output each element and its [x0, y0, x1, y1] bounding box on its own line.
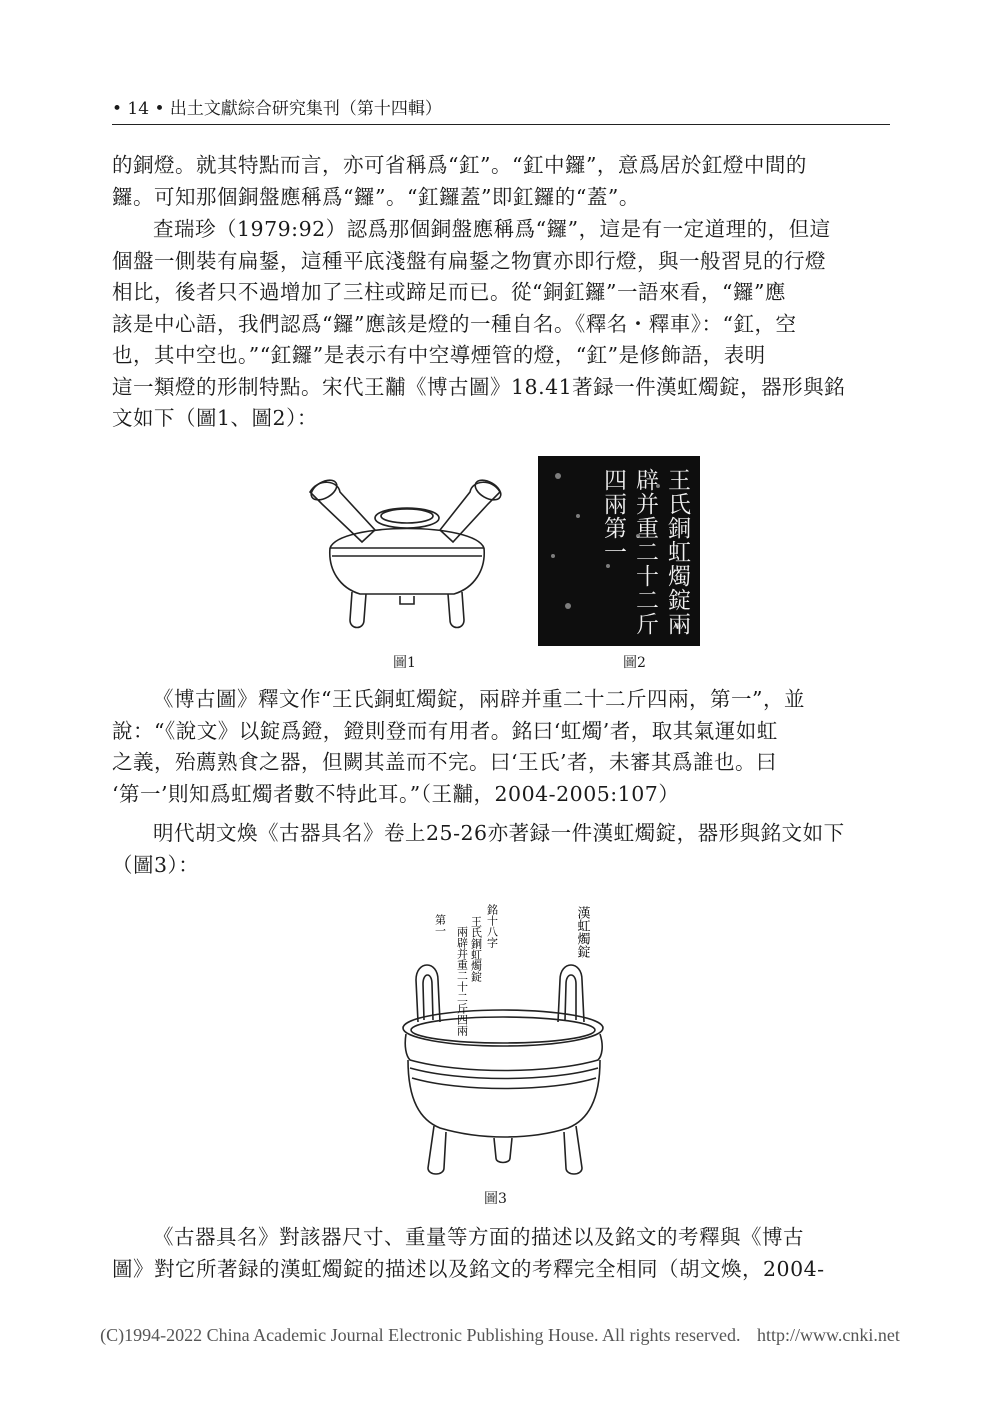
text-line: 說：“《說文》以錠爲鐙，鐙則登而有用者。銘曰‘虹燭’者，取其氣運如虹 — [112, 718, 778, 743]
paragraph-4 — [112, 818, 890, 881]
text-line: 鑼。可知那個銅盤應稱爲“鑼”。“釭鑼蓋”即釭鑼的“蓋”。 — [112, 184, 640, 209]
text-line: 也，其中空也。”“釭鑼”是表示有中空導煙管的燈，“釭”是修飾語，表明 — [112, 343, 766, 367]
paragraph-3 — [112, 684, 890, 810]
cnki-link[interactable]: http://www.cnki.net — [757, 1325, 900, 1345]
text-line: （圖3）： — [112, 852, 200, 877]
fig3-note: 銘十八字 — [485, 904, 499, 948]
fig3-note: 第一 — [433, 914, 447, 936]
text-line: 圖》對它所著録的漢虹燭錠的描述以及銘文的考釋完全相同（胡文煥，2004- — [112, 1256, 825, 1281]
text-line: 查瑞珍（1979:92）認爲那個銅盤應稱爲“鑼”，這是有一定道理的，但這 — [153, 217, 831, 241]
text-line: 《古器具名》對該器尺寸、重量等方面的描述以及銘文的考釋與《博古 — [153, 1225, 804, 1249]
fig3-note: 兩辟并重二十二斤四兩 — [455, 926, 469, 1036]
text-line: 的銅燈。就其特點而言，亦可省稱爲“釭”。“釭中鑼”，意爲居於釭燈中間的 — [112, 153, 807, 177]
figure-2-caption: 圖2 — [623, 655, 646, 671]
figure-3-illustration — [400, 900, 610, 1185]
text-line: 個盤一側裝有扁鋬，這種平底淺盤有扁鋬之物實亦即行燈，與一般習見的行燈 — [112, 248, 826, 273]
fig3-title: 漢虹燭錠 — [574, 906, 590, 958]
text-line: 這一類燈的形制特點。宋代王黼《博古圖》18.41著録一件漢虹燭錠，器形與銘 — [112, 374, 846, 399]
text-line: 相比，後者只不過增加了三柱或蹄足而已。從“銅釭鑼”一語來看，“鑼”應 — [112, 280, 786, 304]
figure-1-caption: 圖1 — [393, 655, 416, 671]
paragraph-1 — [112, 150, 890, 213]
copyright-footer — [0, 1325, 1000, 1346]
text-line: ‘第一’則知爲虹燭者數不特此耳。”（王黼，2004-2005:107） — [112, 781, 680, 806]
figure-1-lamp-drawing — [300, 470, 515, 640]
running-header: • 14 • 出土文獻綜合研究集刊（第十四輯） — [112, 99, 442, 119]
header-rule — [112, 124, 890, 125]
fig3-note: 王氏銅虹燭錠 — [469, 916, 483, 982]
text-line: 該是中心語，我們認爲“鑼”應該是燈的一種自名。《釋名・釋車》：“釭，空 — [112, 311, 797, 336]
copyright-text: (C)1994-2022 China Academic Journal Electronic Publishing House. All rights reserved. — [100, 1325, 741, 1345]
text-line: 之義，殆薦熟食之器，但闕其盖而不完。曰‘王氏’者，未審其爲誰也。曰 — [112, 750, 778, 774]
figure-2-rubbing — [538, 456, 700, 646]
figure-3-caption: 圖3 — [484, 1191, 507, 1207]
text-line: 明代胡文煥《古器具名》卷上25-26亦著録一件漢虹燭錠，器形與銘文如下 — [153, 821, 845, 845]
rubbing-inscription: 王氏銅虹燭錠兩辟并重二十二斤四兩第一 — [600, 468, 690, 636]
paragraph-2 — [112, 214, 890, 435]
text-line: 文如下（圖1、圖2）： — [112, 406, 318, 430]
text-line: 《博古圖》釋文作“王氏銅虹燭錠，兩辟并重二十二斤四兩，第一”，並 — [153, 687, 805, 711]
paragraph-5 — [112, 1222, 890, 1285]
